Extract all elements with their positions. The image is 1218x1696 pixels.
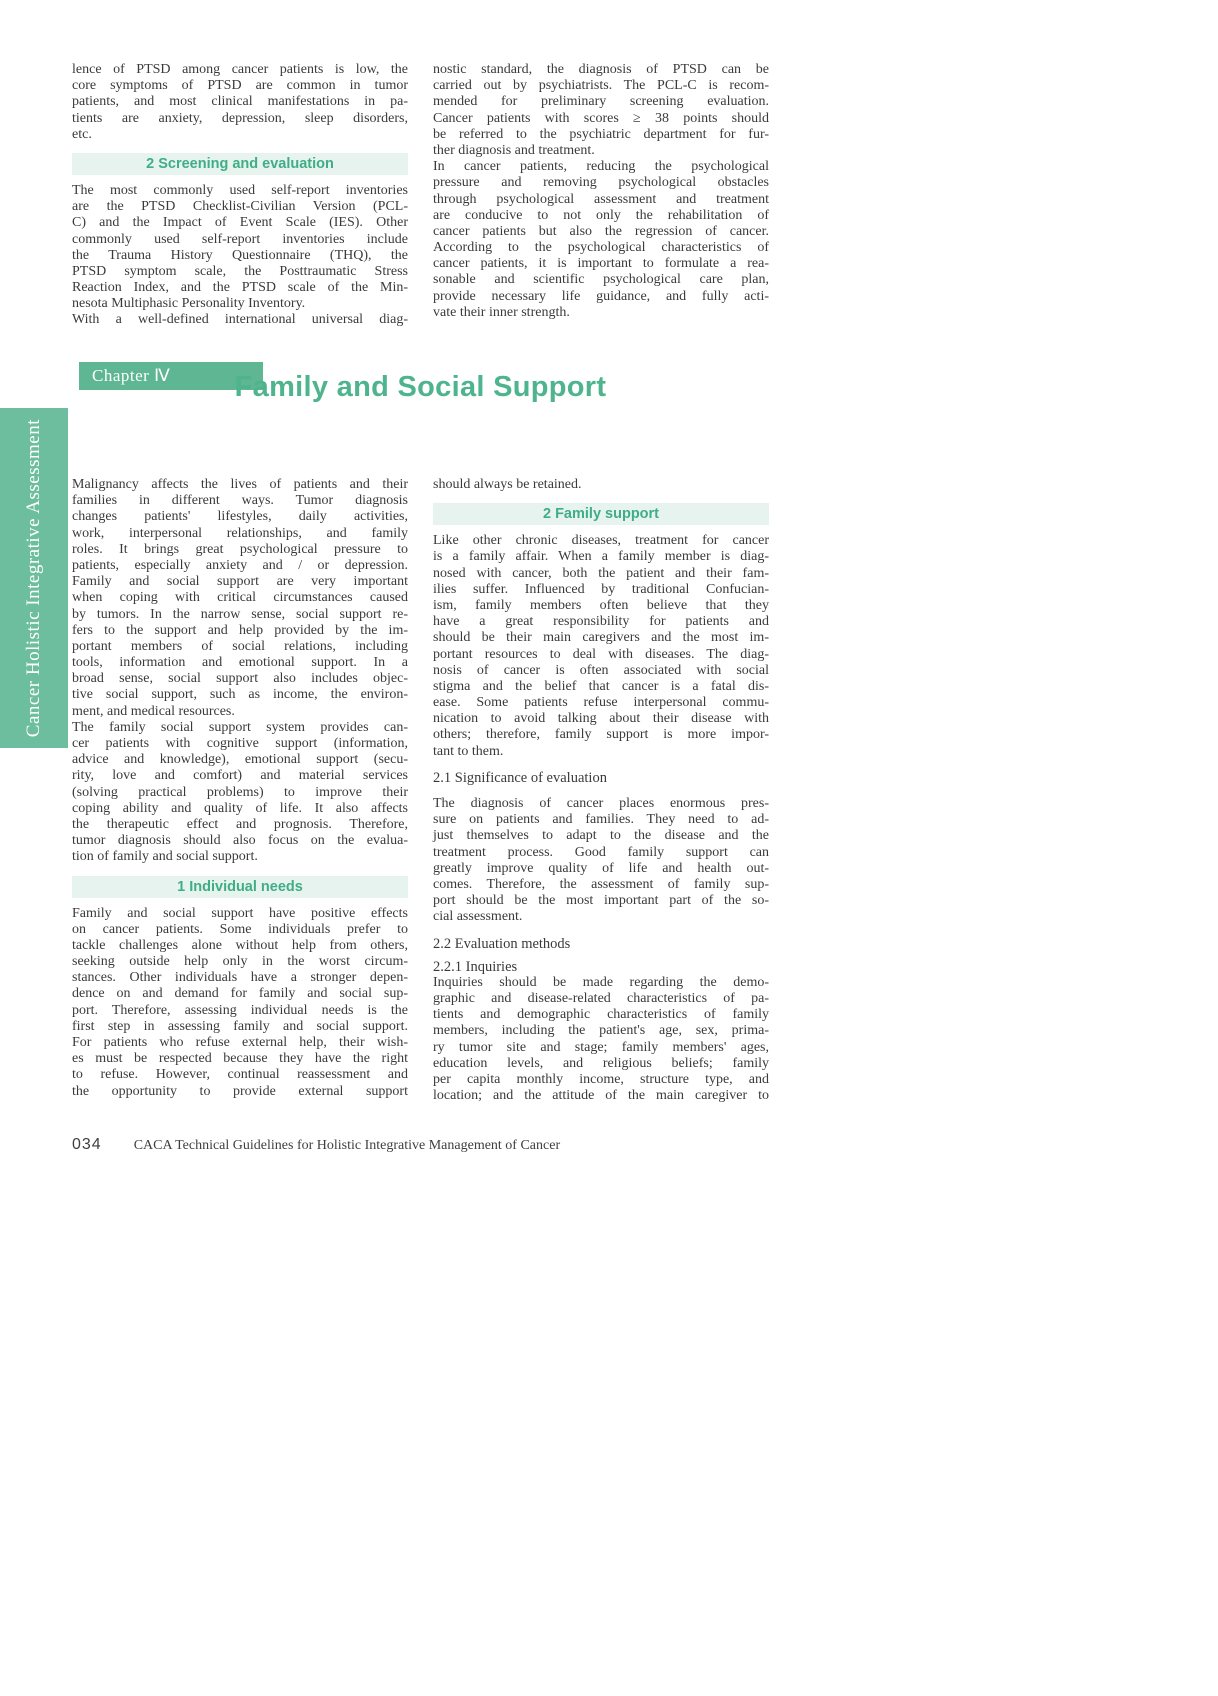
paragraph: Malignancy affects the lives of patients and their families in different ways. Tumor diagnosis changes patients' lifestyles, daily activities, work, interpersonal relationships, and family roles. It brings great psychological pressure to patients, especially anxiety and / or depression. Family and social support are very important when coping with critical circumstances caused by tumors. In the narrow sense, social support re- fers to the support and help provided by the im- portant members of social relations, including tools, information and emotional support. In a broad sense, social support also includes objec- tive social support, such as income, the environ- ment, and medical resources.: [72, 477, 408, 719]
subheading-significance-of-evaluation: 2.1 Significance of evaluation: [433, 769, 607, 786]
section-heading-individual-needs: 1 Individual needs: [72, 876, 408, 898]
paragraph: Like other chronic diseases, treatment for cancer is a family affair. When a family member is diag- nosed with cancer, both the patient and their fam- ilies suffer. Influenced by traditional Confucian- ism, family members often believe that they have a great responsibility for patients and should be their main caregivers and the most im- portant resources to deal with diseases. The diag- nosis of cancer is often associated with social stigma and the belief that cancer is a fatal dis- ease. Some patients refuse interpersonal commu- nication to avoid talking about their disease with others; therefore, family support is more impor- tant to them.: [433, 533, 769, 759]
top-right-column: [433, 62, 769, 321]
paragraph: With a well-defined international universal diag-: [72, 312, 408, 328]
paragraph: lence of PTSD among cancer patients is low, the core symptoms of PTSD are common in tumor patients, and most clinical manifestations in pa- tients are anxiety, depression, sleep disorders, etc.: [72, 62, 408, 142]
footer-title: CACA Technical Guidelines for Holistic Integrative Management of Cancer: [133, 1138, 561, 1153]
paragraph: should always be retained.: [433, 477, 582, 492]
chapter-title: Family and Social Support: [234, 371, 607, 403]
main-left-column: [72, 477, 408, 1100]
subheading-evaluation-methods: 2.2 Evaluation methods: [433, 935, 571, 952]
chapter-badge: Chapter Ⅳ: [79, 362, 263, 390]
paragraph: nostic standard, the diagnosis of PTSD can be carried out by psychiatrists. The PCL-C is recom- mended for preliminary screening evaluation. Cancer patients with scores ≥ 38 points should be referred to the psychiatric department for fur- ther diagnosis and treatment.: [433, 62, 769, 158]
paragraph: Family and social support have positive effects on cancer patients. Some individuals prefer to tackle challenges alone without help from others, seeking outside help only in the worst circum- stances. Other individuals have a stronger depen- dence on and demand for family and social sup- port. Therefore, assessing individual needs is the first step in assessing family and social support. For patients who refuse external help, their wish- es must be respected because they have the right to refuse. However, continual reassessment and the opportunity to provide external support: [72, 905, 408, 1099]
page-footer: [72, 1136, 560, 1154]
paragraph: Inquiries should be made regarding the demo- graphic and disease-related characteristics of pa- tients and demographic characteristics of family members, including the patient's age, sex, prima- ry tumor site and stage; family members' ages, education levels, and religious beliefs; family per capita monthly income, structure type, and location; and the attitude of the main caregiver to: [433, 974, 769, 1104]
section-heading-screening-and-evaluation: 2 Screening and evaluation: [72, 153, 408, 175]
sidebar-label: Cancer Holistic Integrative Assessment: [23, 418, 44, 738]
paragraph: The diagnosis of cancer places enormous pres- sure on patients and families. They need to ad- just themselves to adapt to the disease and the treatment process. Good family support can greatly improve quality of life and health out- comes. Therefore, the assessment of family sup- port should be the most important part of the so- cial assessment.: [433, 796, 769, 925]
page-number: 034: [72, 1136, 102, 1153]
top-left-column: [72, 62, 408, 329]
section-heading-family-support: 2 Family support: [433, 503, 769, 525]
subheading-inquiries: 2.2.1 Inquiries: [433, 958, 518, 975]
paragraph: The most commonly used self-report inventories are the PTSD Checklist-Civilian Version (PCL- C) and the Impact of Event Scale (IES). Other commonly used self-report inventories include the Trauma History Questionnaire (THQ), the PTSD symptom scale, the Posttraumatic Stress Reaction Index, and the PTSD scale of the Min- nesota Multiphasic Personality Inventory.: [72, 182, 408, 312]
sidebar-tab: [0, 408, 68, 748]
main-right-column: [433, 477, 769, 1104]
paragraph: The family social support system provides can- cer patients with cognitive support (information, advice and knowledge), emotional support (secu- rity, love and comfort) and material services (solving practical problems) to improve their coping ability and quality of life. It also affects the therapeutic effect and prognosis. Therefore, tumor diagnosis should also focus on the evalua- tion of family and social support.: [72, 719, 408, 865]
paragraph: In cancer patients, reducing the psychological pressure and removing psychological obstacles through psychological assessment and treatment are conducive to not only the rehabilitation of cancer patients but also the regression of cancer. According to the psychological characteristics of cancer patients, it is important to formulate a rea- sonable and scientific psychological care plan, provide necessary life guidance, and fully acti- vate their inner strength.: [433, 159, 769, 320]
